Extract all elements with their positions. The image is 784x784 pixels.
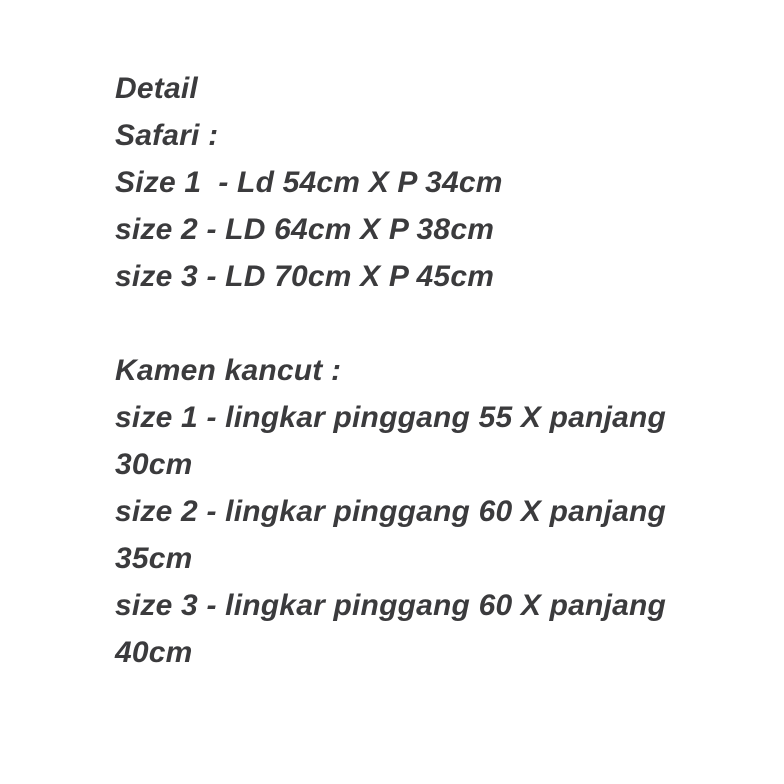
kamen-size-3-length: 40cm: [115, 636, 193, 669]
kamen-size-2: size 2 - lingkar pinggang 60 X panjang: [115, 495, 667, 528]
kamen-size-1: size 1 - lingkar pinggang 55 X panjang: [115, 401, 667, 434]
safari-size-3: size 3 - LD 70cm X P 45cm: [115, 260, 495, 293]
safari-size-2: size 2 - LD 64cm X P 38cm: [115, 213, 495, 246]
note-heading: Detail: [115, 72, 198, 105]
size-detail-note: [115, 65, 755, 676]
kamen-size-1-length: 30cm: [115, 448, 193, 481]
safari-title: Safari :: [115, 119, 219, 152]
section-spacer: [115, 300, 755, 347]
kamen-size-3: size 3 - lingkar pinggang 60 X panjang: [115, 589, 667, 622]
safari-section: [115, 112, 755, 300]
safari-size-1: Size 1 - Ld 54cm X P 34cm: [115, 166, 503, 199]
kamen-kancut-section: [115, 347, 755, 676]
kamen-size-2-length: 35cm: [115, 542, 193, 575]
kamen-title: Kamen kancut :: [115, 354, 342, 387]
